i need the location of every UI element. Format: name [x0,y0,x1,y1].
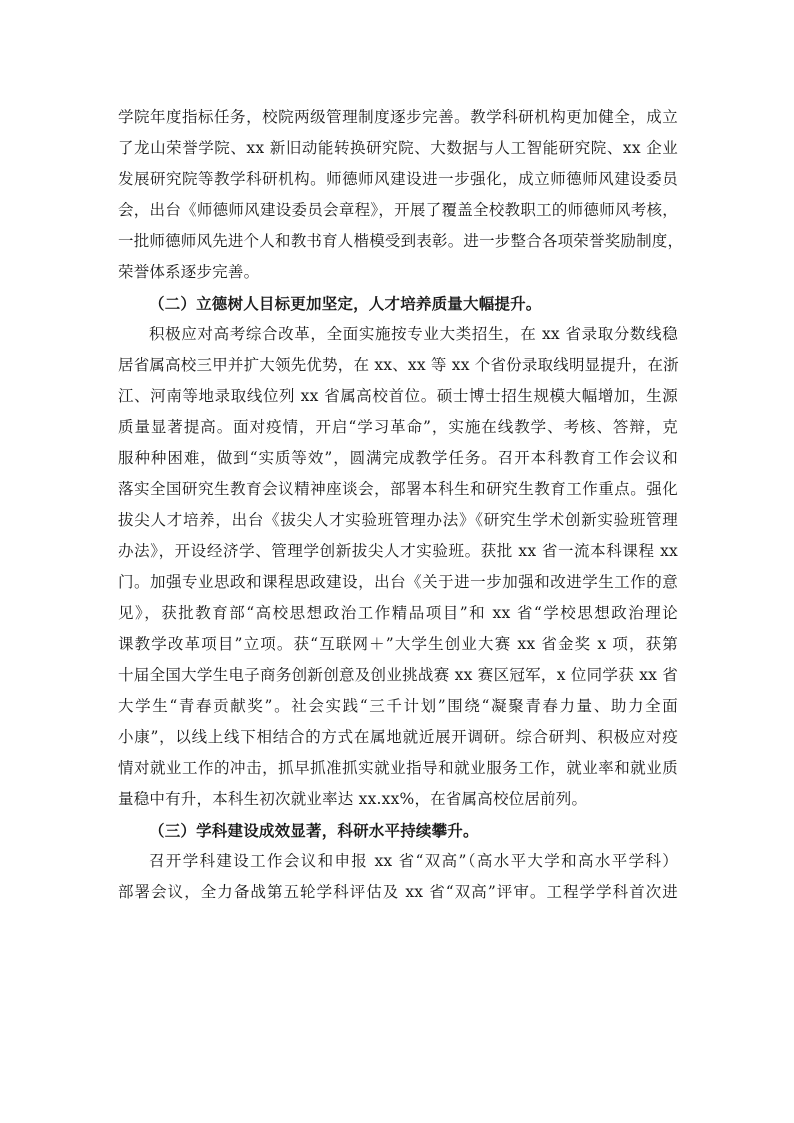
text-line: 荣誉体系逐步完善。 [118,263,260,281]
text-line: 一批师德师风先进个人和教书育人楷模受到表彰。进一步整合各项荣誉奖励制度， [118,232,684,250]
text-line: 小康”，以线上线下相结合的方式在属地就近展开调研。综合研判、积极应对疫 [118,728,678,746]
section-heading: （二）立德树人目标更加坚定，人才培养质量大幅提升。 [149,294,542,313]
text-line: 十届全国大学生电子商务创新创意及创业挑战赛 xx 赛区冠军，x 位同学获 xx 省 [118,666,678,684]
text-line: 见》，获批教育部“高校思想政治工作精品项目”和 xx 省“学校思想政治理论 [118,604,678,622]
text-line: 部署会议，全力备战第五轮学科评估及 xx 省“双高”评审。工程学学科首次进 [118,883,678,901]
text-line: 会，出台《师德师风建设委员会章程》，开展了覆盖全校教职工的师德师风考核， [118,201,678,219]
text-line: 质量显著提高。面对疫情，开启“学习革命”，实施在线教学、考核、答辩，克 [118,418,678,436]
text-line: 江、河南等地录取线位列 xx 省属高校首位。硕士博士招生规模大幅增加，生源 [118,387,678,405]
text-line: 拔尖人才培养，出台《拔尖人才实验班管理办法》《研究生学术创新实验班管理 [118,511,678,529]
text-line: 了龙山荣誉学院、xx 新旧动能转换研究院、大数据与人工智能研究院、xx 企业 [118,139,678,157]
document-page [118,102,684,908]
text-line: 课教学改革项目”立项。获“互联网＋”大学生创业大赛 xx 省金奖 x 项，获第 [118,635,678,653]
text-line: 学院年度指标任务，校院两级管理制度逐步完善。教学科研机构更加健全，成立 [118,108,678,126]
text-line: 服种种困难，做到“实质等效”，圆满完成教学任务。召开本科教育工作会议和 [118,449,678,467]
text-line: 落实全国研究生教育会议精神座谈会，部署本科生和研究生教育工作重点。强化 [118,480,678,498]
text-line: 情对就业工作的冲击，抓早抓准抓实就业指导和就业服务工作，就业率和就业质 [118,759,678,777]
text-line: 办法》，开设经济学、管理学创新拔尖人才实验班。获批 xx 省一流本科课程 xx [118,542,678,560]
section-heading: （三）学科建设成效显著，科研水平持续攀升。 [149,821,479,840]
text-line: 发展研究院等教学科研机构。师德师风建设进一步强化，成立师德师风建设委员 [118,170,678,188]
text-line: 积极应对高考综合改革，全面实施按专业大类招生，在 xx 省录取分数线稳 [149,325,678,343]
text-line: 量稳中有升，本科生初次就业率达 xx.xx%，在省属高校位居前列。 [118,790,588,808]
text-line: 召开学科建设工作会议和申报 xx 省“双高”（高水平大学和高水平学科） [149,852,678,870]
text-line: 大学生“青春贡献奖”。社会实践“三千计划”围绕“凝聚青春力量、助力全面 [118,697,678,715]
text-line: 门。加强专业思政和课程思政建设，出台《关于进一步加强和改进学生工作的意 [118,573,678,591]
text-line: 居省属高校三甲并扩大领先优势，在 xx、xx 等 xx 个省份录取线明显提升，在浙 [118,356,679,374]
